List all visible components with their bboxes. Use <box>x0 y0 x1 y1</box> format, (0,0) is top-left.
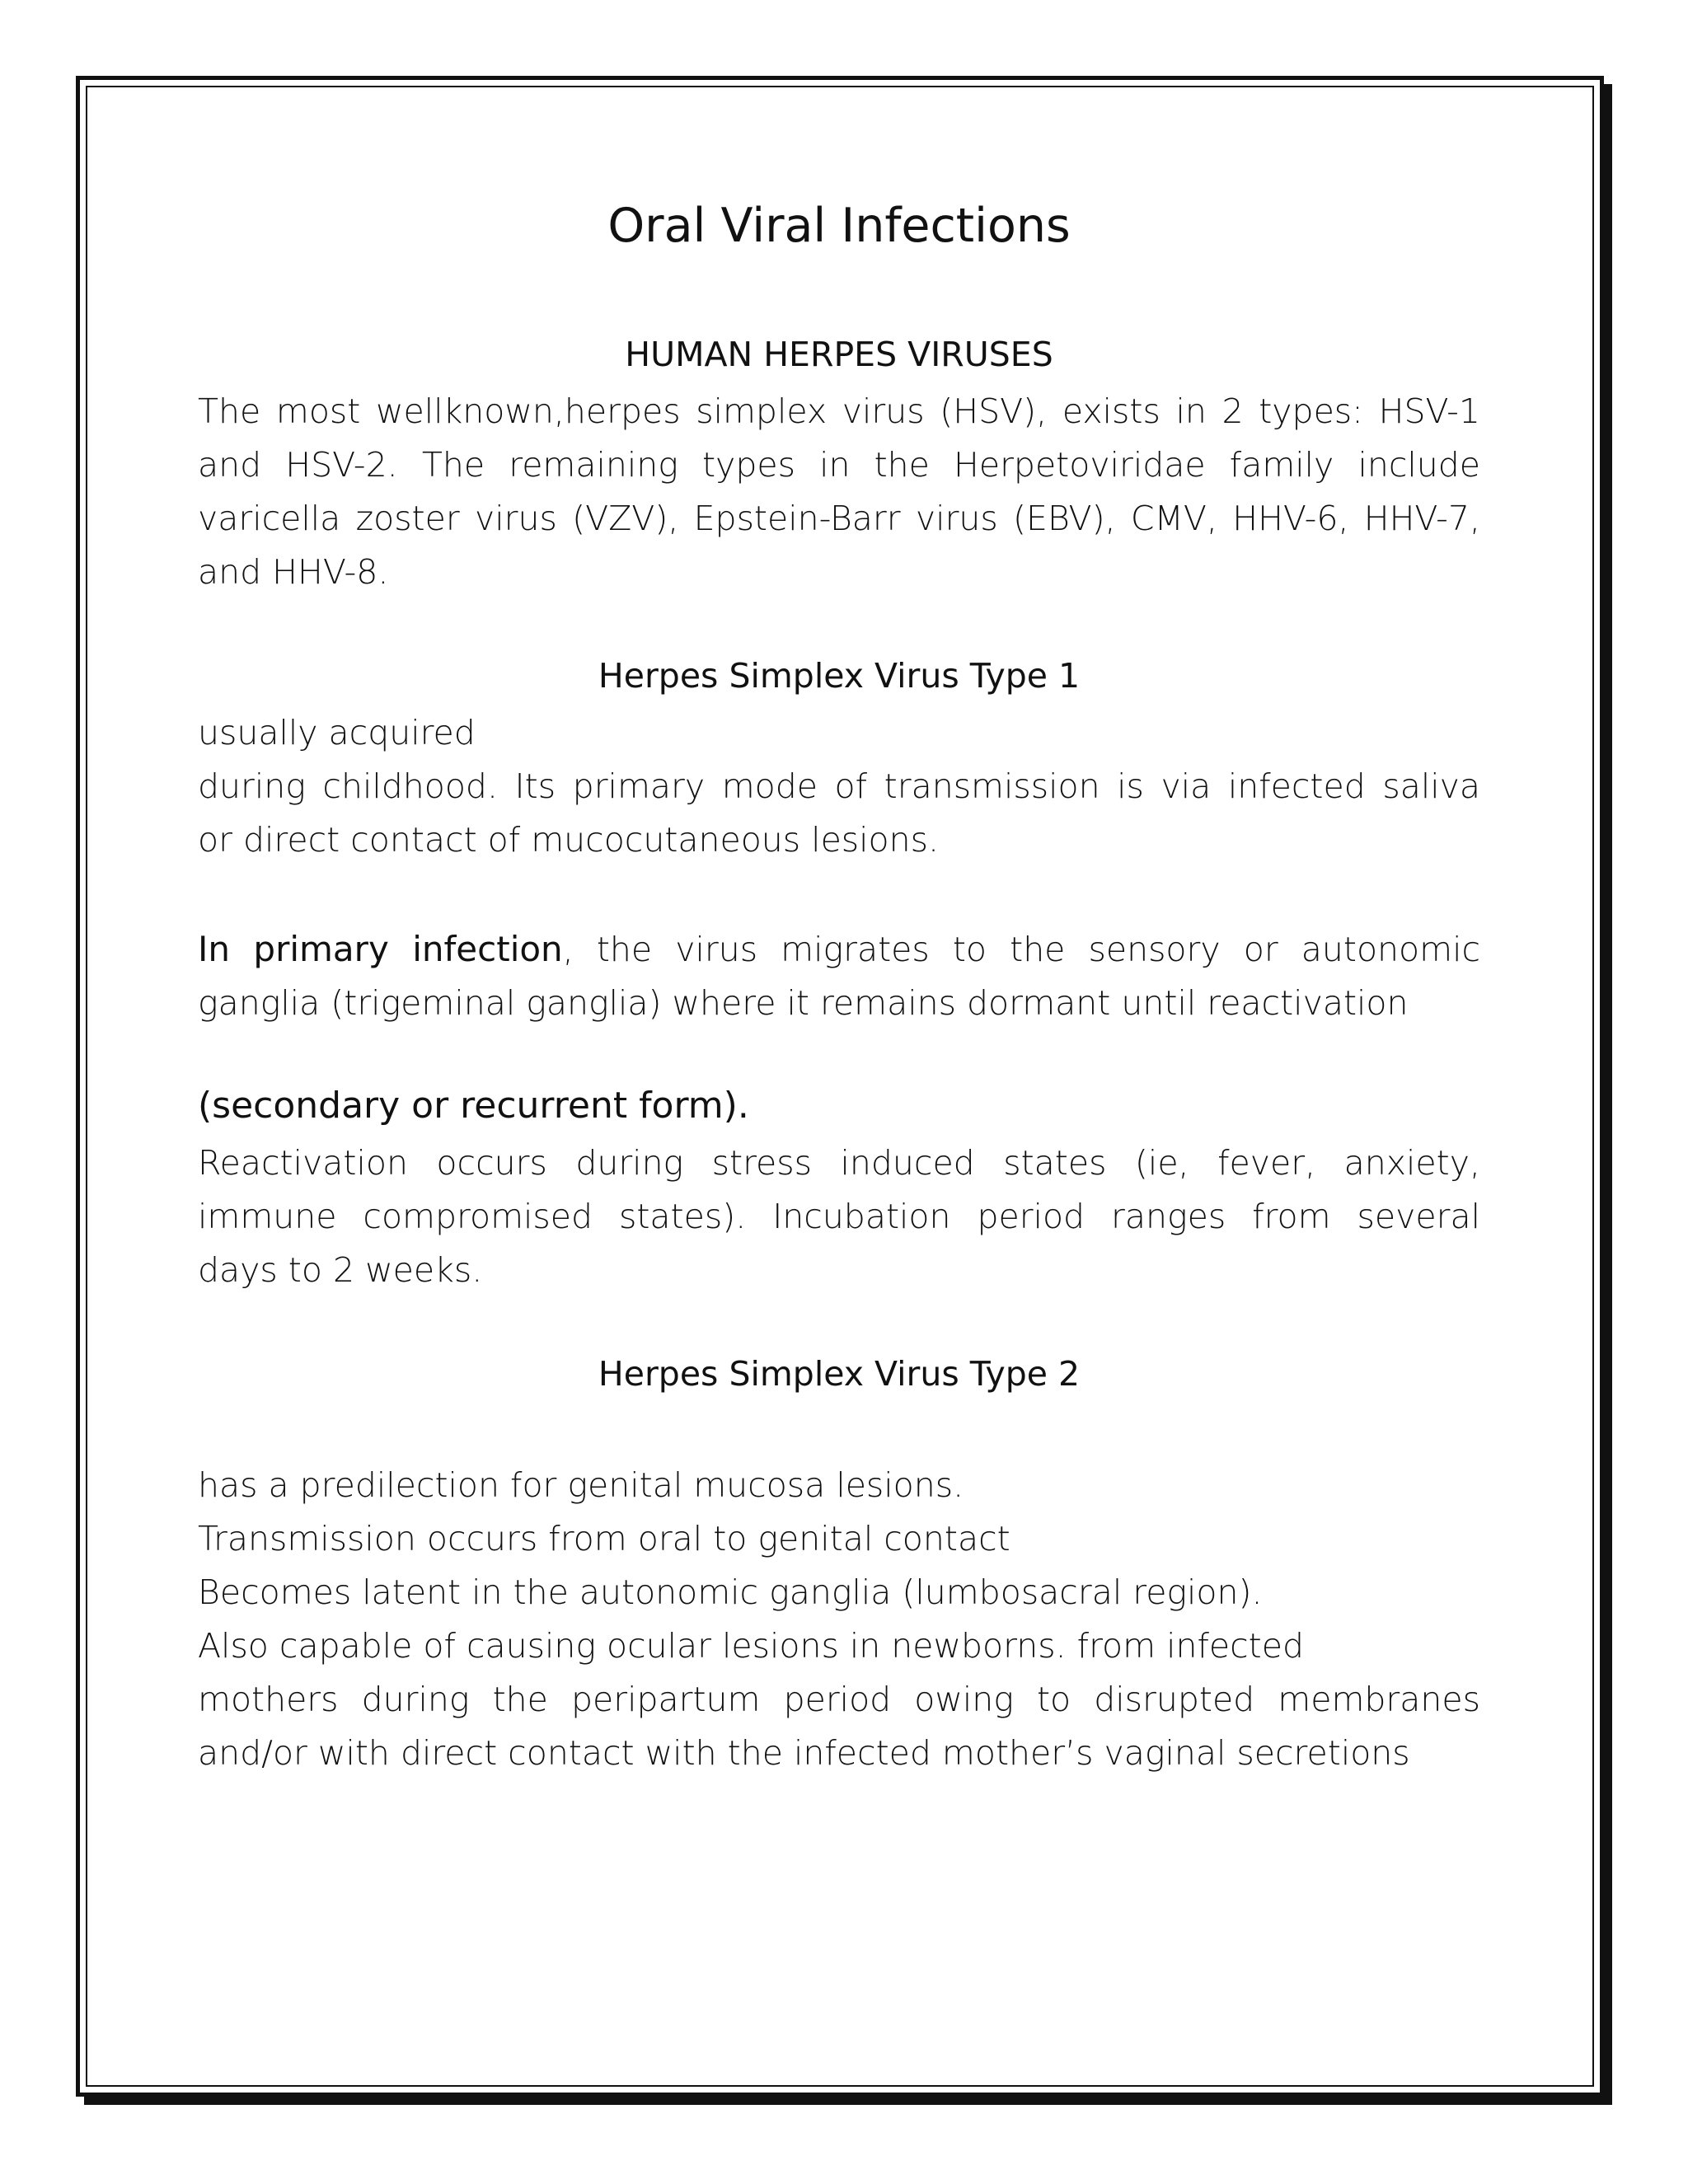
section-heading-human-herpes-viruses: HUMAN HERPES VIRUSES <box>625 335 1053 374</box>
text-line: usually acquired <box>198 713 476 752</box>
primary-infection-label: In primary infection <box>198 929 563 969</box>
text-line: varicella zoster virus (VZV), Epstein-Barr virus (EBV), CMV, HHV-6, HHV-7, <box>198 499 1480 538</box>
text-line: has a predilection for genital mucosa lesions. <box>198 1465 964 1505</box>
section-heading-hsv-type-2: Herpes Simplex Virus Type 2 <box>598 1354 1081 1394</box>
primary-infection-text: , the virus migrates to the sensory or autonomic <box>562 930 1480 969</box>
paragraph-primary-infection <box>198 922 1480 1030</box>
paragraph-hsv2 <box>198 1459 1480 1780</box>
text-line: and HSV-2. The remaining types in the Herpetoviridae family include <box>198 445 1480 485</box>
paragraph-hsv1-transmission <box>198 706 1480 867</box>
text-line: and HHV-8. <box>198 552 389 592</box>
text-line: The most wellknown,herpes simplex virus (HSV), exists in 2 types: HSV-1 <box>198 391 1480 431</box>
document-title: Oral Viral Infections <box>607 199 1071 253</box>
section-heading-hsv-type-1: Herpes Simplex Virus Type 1 <box>598 656 1081 696</box>
text-line: Transmission occurs from oral to genital contact <box>198 1519 1010 1558</box>
text-line <box>198 922 1480 977</box>
text-line: immune compromised states). Incubation period ranges from several <box>198 1197 1480 1236</box>
text-line: Also capable of causing ocular lesions in newborns. from infected <box>198 1626 1304 1666</box>
text-line: Reactivation occurs during stress induced states (ie, fever, anxiety, <box>198 1143 1480 1183</box>
text-line: ganglia (trigeminal ganglia) where it remains dormant until reactivation <box>198 983 1409 1023</box>
text-line: Becomes latent in the autonomic ganglia (lumbosacral region). <box>198 1572 1263 1612</box>
recurrent-form-heading: (secondary or recurrent form). <box>198 1085 749 1127</box>
text-line: mothers during the peripartum period owing to disrupted membranes <box>198 1680 1480 1719</box>
text-line: days to 2 weeks. <box>198 1250 483 1290</box>
paragraph-human-herpes-viruses <box>198 385 1480 599</box>
text-line: and/or with direct contact with the infected mother’s vaginal secretions <box>198 1733 1410 1773</box>
text-line: or direct contact of mucocutaneous lesions. <box>198 820 940 860</box>
text-line: during childhood. Its primary mode of transmission is via infected saliva <box>198 766 1480 806</box>
paragraph-reactivation <box>198 1137 1480 1297</box>
